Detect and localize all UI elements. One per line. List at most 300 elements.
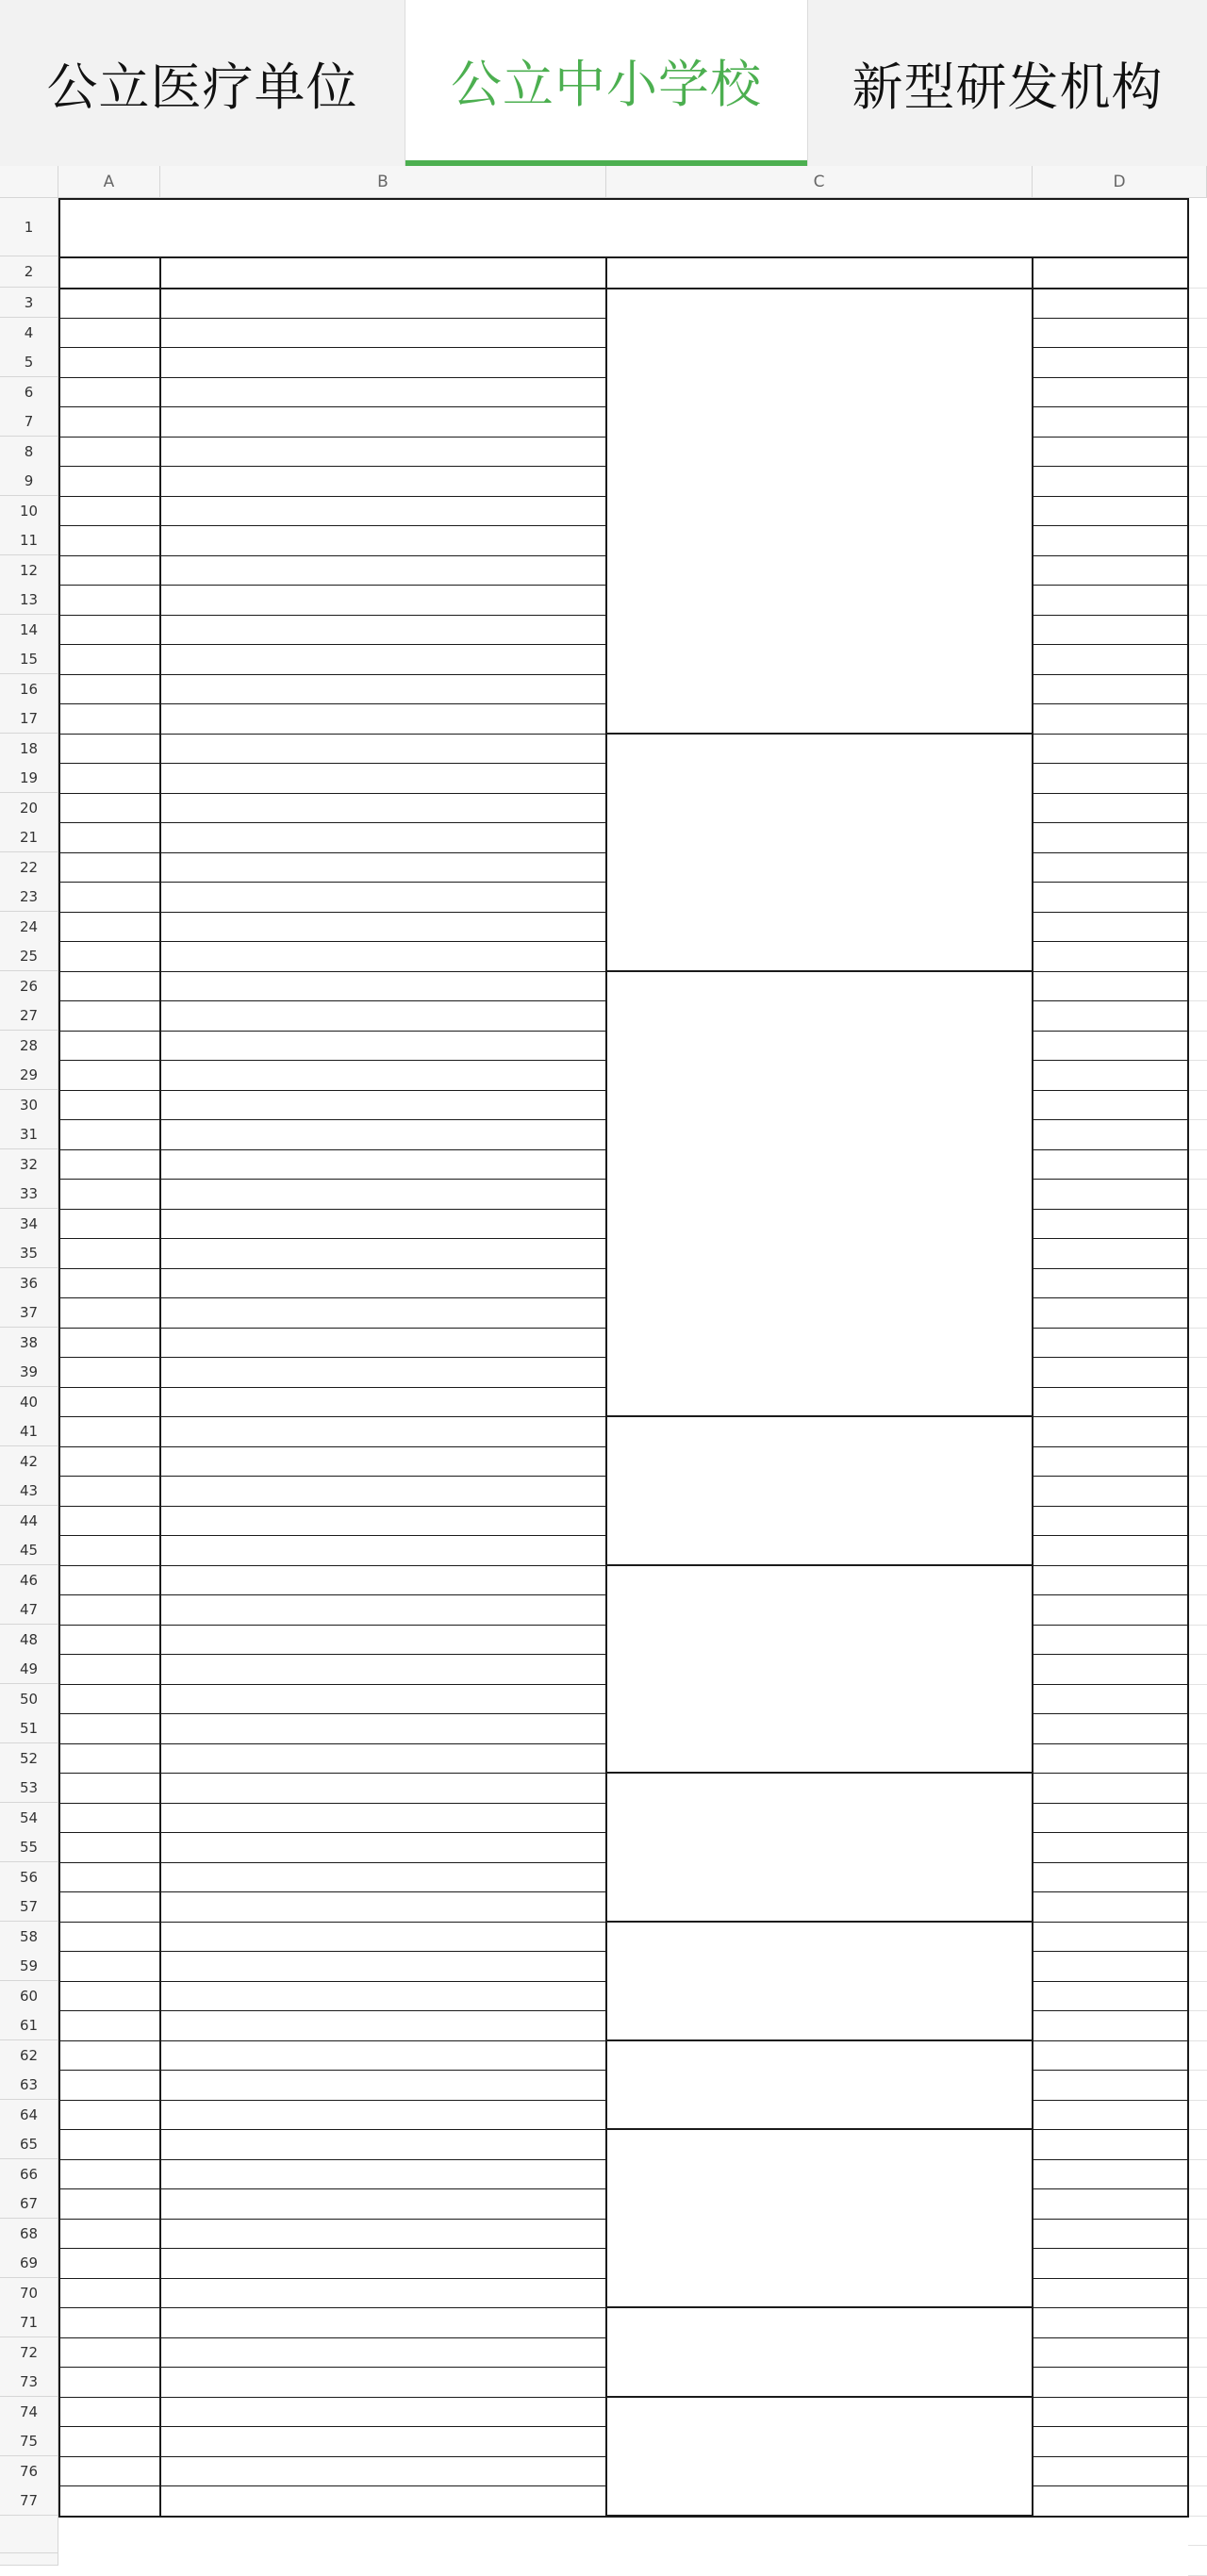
school-name-cell <box>160 437 606 466</box>
serial-number-cell <box>58 1357 160 1387</box>
row-number[interactable]: 60 <box>0 1981 58 2011</box>
serial-number-cell <box>58 2278 160 2307</box>
row-number[interactable]: 12 <box>0 555 58 586</box>
grid-line <box>1188 1684 1207 1685</box>
row-number[interactable]: 44 <box>0 1506 58 1536</box>
grid-line <box>58 2307 606 2308</box>
row-number[interactable]: 31 <box>0 1119 58 1149</box>
sponsor-cell <box>606 971 1033 1416</box>
row-number[interactable]: 28 <box>0 1031 58 1061</box>
grid-line <box>1033 1594 1188 1595</box>
school-name-cell <box>160 288 606 318</box>
grid-line <box>1188 2516 1207 2517</box>
grid-line <box>1033 703 1188 704</box>
serial-number-cell <box>58 1416 160 1446</box>
serial-number-cell <box>58 1387 160 1416</box>
rating-cell <box>1033 347 1188 377</box>
serial-number-cell <box>58 1476 160 1506</box>
grid-line <box>1033 2426 1188 2427</box>
rating-cell <box>1033 2367 1188 2397</box>
row-number[interactable]: 59 <box>0 1951 58 1981</box>
grid-line <box>58 2248 606 2249</box>
grid-line <box>1188 2040 1207 2041</box>
grid-line <box>1188 1387 1207 1388</box>
grid-line <box>1188 2397 1207 2398</box>
row-number[interactable]: 64 <box>0 2100 58 2130</box>
row-number[interactable]: 71 <box>0 2307 58 2337</box>
grid-line <box>1188 1119 1207 1120</box>
grid-line <box>1188 2426 1207 2427</box>
serial-number-cell <box>58 1000 160 1031</box>
row-number[interactable]: 40 <box>0 1387 58 1417</box>
row-number[interactable]: 18 <box>0 734 58 764</box>
grid-line <box>58 1862 606 1863</box>
column-header-c[interactable]: C <box>606 166 1033 198</box>
school-name-cell <box>160 852 606 882</box>
row-number[interactable]: 35 <box>0 1238 58 1268</box>
serial-number-cell <box>58 1594 160 1625</box>
grid-line <box>1033 1297 1188 1298</box>
row-number[interactable]: 29 <box>0 1060 58 1090</box>
rating-cell <box>1033 1031 1188 1060</box>
grid-line <box>1033 1209 1188 1210</box>
grid-line <box>1033 2040 1188 2041</box>
row-number[interactable]: 66 <box>0 2159 58 2189</box>
rating-cell <box>1033 2307 1188 2337</box>
column-heading <box>606 256 1033 288</box>
sponsor-cell <box>606 1922 1033 2040</box>
serial-number-cell <box>58 288 160 318</box>
tab-public-medical[interactable]: 公立医疗单位 <box>0 0 405 166</box>
row-number[interactable]: 23 <box>0 882 58 912</box>
row-number[interactable]: 30 <box>0 1090 58 1120</box>
grid-line <box>1033 1268 1188 1269</box>
grid-line <box>58 2010 606 2011</box>
rating-cell <box>1033 1506 1188 1535</box>
tab-rd-institutions[interactable]: 新型研发机构 <box>807 0 1207 166</box>
column-header-b[interactable]: B <box>160 166 606 198</box>
rating-cell <box>1033 1149 1188 1179</box>
grid-line <box>1188 1000 1207 1001</box>
grid-line <box>1188 2367 1207 2368</box>
grid-line <box>1033 1328 1188 1329</box>
row-number[interactable]: 33 <box>0 1179 58 1209</box>
grid-line <box>58 2040 606 2041</box>
school-name-cell <box>160 2367 606 2397</box>
grid-line <box>1188 1268 1207 1269</box>
serial-number-cell <box>58 1684 160 1713</box>
grid-line <box>58 941 606 942</box>
row-number[interactable]: 13 <box>0 585 58 615</box>
row-number[interactable]: 62 <box>0 2040 58 2071</box>
school-name-cell <box>160 2100 606 2129</box>
grid-line <box>1033 1891 1188 1892</box>
grid-line <box>1188 1922 1207 1923</box>
row-number[interactable]: 5 <box>0 347 58 377</box>
row-number[interactable]: 47 <box>0 1594 58 1625</box>
school-name-cell <box>160 1209 606 1238</box>
rating-cell <box>1033 674 1188 703</box>
row-number[interactable]: 22 <box>0 852 58 883</box>
grid-line <box>1188 1891 1207 1892</box>
row-number[interactable]: 73 <box>0 2367 58 2397</box>
tab-public-schools[interactable]: 公立中小学校 <box>405 0 807 166</box>
grid-line <box>58 1000 606 1001</box>
column-heading <box>160 256 606 288</box>
grid-line <box>1188 1625 1207 1626</box>
serial-number-cell <box>58 2188 160 2219</box>
rating-cell <box>1033 2278 1188 2307</box>
row-number[interactable]: 52 <box>0 1743 58 1774</box>
grid-line <box>58 2188 606 2189</box>
grid-line <box>1188 1238 1207 1239</box>
school-name-cell <box>160 2219 606 2248</box>
serial-number-cell <box>58 1149 160 1179</box>
row-number[interactable]: 68 <box>0 2219 58 2249</box>
sponsor-cell <box>606 2040 1033 2129</box>
row-number[interactable]: 56 <box>0 1862 58 1892</box>
sponsor-cell <box>606 1416 1033 1565</box>
serial-number-cell <box>58 1268 160 1297</box>
rating-cell <box>1033 1179 1188 1209</box>
grid-line <box>1033 1119 1188 1120</box>
grid-line <box>1033 644 1188 645</box>
grid-line <box>58 1565 606 1566</box>
grid-line <box>1033 1981 1188 1982</box>
grid-line <box>1188 377 1207 378</box>
select-all-corner[interactable] <box>0 166 58 198</box>
row-number[interactable]: 43 <box>0 1476 58 1506</box>
row-number[interactable]: 65 <box>0 2129 58 2159</box>
grid-line <box>1033 437 1188 438</box>
sponsor-cell <box>606 2397 1033 2516</box>
grid-line <box>1188 2278 1207 2279</box>
row-number[interactable]: 67 <box>0 2188 58 2219</box>
serial-number-cell <box>58 1891 160 1922</box>
serial-number-cell <box>58 1535 160 1565</box>
row-number[interactable]: 24 <box>0 912 58 942</box>
grid-line <box>1033 1031 1188 1032</box>
row-number[interactable]: 38 <box>0 1328 58 1358</box>
row-number[interactable]: 17 <box>0 703 58 734</box>
row-number[interactable]: 46 <box>0 1565 58 1595</box>
serial-number-cell <box>58 615 160 644</box>
grid-line <box>1188 318 1207 319</box>
grid-line <box>58 466 606 467</box>
row-number[interactable]: 3 <box>0 288 58 318</box>
school-name-cell <box>160 1891 606 1922</box>
row-number[interactable]: 15 <box>0 644 58 674</box>
grid-line <box>58 1832 606 1833</box>
row-number[interactable]: 11 <box>0 525 58 555</box>
grid-line <box>1033 1179 1188 1180</box>
serial-number-cell <box>58 1446 160 1476</box>
rating-cell <box>1033 2040 1188 2070</box>
row-number[interactable]: 48 <box>0 1625 58 1655</box>
serial-number-cell <box>58 2337 160 2367</box>
sponsor-cell <box>606 2129 1033 2307</box>
row-number[interactable]: 49 <box>0 1654 58 1684</box>
grid-line <box>58 971 606 972</box>
sheet-title <box>58 198 1188 256</box>
row-number[interactable]: 25 <box>0 941 58 971</box>
grid-line <box>1033 852 1188 853</box>
row-number[interactable]: 72 <box>0 2337 58 2368</box>
row-number[interactable]: 21 <box>0 822 58 852</box>
row-number[interactable]: 26 <box>0 971 58 1001</box>
school-name-cell <box>160 555 606 585</box>
grid-line <box>1188 2070 1207 2071</box>
rating-cell <box>1033 1268 1188 1297</box>
grid-line <box>1033 1832 1188 1833</box>
grid-line <box>58 256 1188 258</box>
serial-number-cell <box>58 1565 160 1594</box>
school-name-cell <box>160 615 606 644</box>
row-number[interactable]: 19 <box>0 763 58 793</box>
grid-line <box>58 1060 606 1061</box>
rating-cell <box>1033 1922 1188 1951</box>
row-number[interactable]: 9 <box>0 466 58 496</box>
serial-number-cell <box>58 2397 160 2426</box>
row-number[interactable]: 54 <box>0 1803 58 1833</box>
rating-cell <box>1033 1654 1188 1684</box>
grid-line <box>1033 2337 1188 2338</box>
row-number[interactable]: 61 <box>0 2010 58 2040</box>
row-number[interactable]: 55 <box>0 1832 58 1862</box>
rating-cell <box>1033 1891 1188 1922</box>
serial-number-cell <box>58 1238 160 1268</box>
row-number[interactable]: 27 <box>0 1000 58 1031</box>
rating-cell <box>1033 1981 1188 2010</box>
row-number[interactable]: 58 <box>0 1922 58 1952</box>
sponsor-cell <box>606 734 1033 971</box>
row-number[interactable]: 75 <box>0 2426 58 2456</box>
grid-line <box>1188 615 1207 616</box>
grid-line <box>58 2100 606 2101</box>
rating-cell <box>1033 1060 1188 1090</box>
serial-number-cell <box>58 734 160 763</box>
serial-number-cell <box>58 703 160 734</box>
grid-line <box>58 1951 606 1952</box>
grid-line <box>1033 1357 1188 1358</box>
row-number[interactable]: 63 <box>0 2070 58 2100</box>
grid-line <box>58 615 606 616</box>
rating-cell <box>1033 466 1188 496</box>
grid-line <box>1033 318 1188 319</box>
school-name-cell <box>160 1773 606 1803</box>
grid-line <box>58 555 606 556</box>
row-number[interactable]: 57 <box>0 1891 58 1922</box>
grid-line <box>1188 793 1207 794</box>
grid-line <box>1033 1506 1188 1507</box>
grid-line <box>58 1476 606 1477</box>
grid-line <box>1188 555 1207 556</box>
serial-number-cell <box>58 2456 160 2485</box>
row-number[interactable]: 51 <box>0 1713 58 1743</box>
grid-line <box>1188 288 1207 289</box>
row-number[interactable]: 37 <box>0 1297 58 1328</box>
rating-cell <box>1033 496 1188 525</box>
serial-number-cell <box>58 912 160 941</box>
grid-line <box>1188 644 1207 645</box>
grid-line <box>58 1328 606 1329</box>
serial-number-cell <box>58 2307 160 2337</box>
serial-number-cell <box>58 2159 160 2188</box>
school-name-cell <box>160 1060 606 1090</box>
school-name-cell <box>160 1416 606 1446</box>
grid-line <box>1188 1951 1207 1952</box>
row-number[interactable]: 20 <box>0 793 58 823</box>
school-name-cell <box>160 734 606 763</box>
serial-number-cell <box>58 1031 160 1060</box>
grid-line <box>1033 406 1188 407</box>
serial-number-cell <box>58 1328 160 1357</box>
grid-line <box>1188 703 1207 704</box>
grid-line <box>1033 2278 1188 2279</box>
row-number[interactable]: 69 <box>0 2248 58 2278</box>
row-number[interactable]: 39 <box>0 1357 58 1387</box>
grid-line <box>1188 1535 1207 1536</box>
row-number[interactable]: 7 <box>0 406 58 437</box>
rating-cell <box>1033 2248 1188 2278</box>
grid-line <box>58 882 606 883</box>
grid-line <box>1033 2070 1188 2071</box>
row-number[interactable]: 32 <box>0 1149 58 1180</box>
row-number[interactable]: 16 <box>0 674 58 704</box>
grid-line <box>1188 466 1207 467</box>
school-name-cell <box>160 585 606 615</box>
school-name-cell <box>160 1951 606 1981</box>
school-name-cell <box>160 1476 606 1506</box>
serial-number-cell <box>58 377 160 406</box>
grid-line <box>1033 1090 1188 1091</box>
row-number[interactable]: 50 <box>0 1684 58 1714</box>
rating-cell <box>1033 763 1188 793</box>
grid-line <box>1033 2367 1188 2368</box>
school-name-cell <box>160 1506 606 1535</box>
row-number[interactable]: 6 <box>0 377 58 407</box>
grid-line <box>1188 2248 1207 2249</box>
grid-line <box>1033 1387 1188 1388</box>
grid-line <box>58 644 606 645</box>
rating-cell <box>1033 734 1188 763</box>
grid-line <box>1033 525 1188 526</box>
grid-line <box>1033 1684 1188 1685</box>
grid-line <box>58 912 606 913</box>
column-header-a[interactable]: A <box>58 166 160 198</box>
school-name-cell <box>160 822 606 852</box>
grid-line <box>1188 2456 1207 2457</box>
rating-cell <box>1033 615 1188 644</box>
serial-number-cell <box>58 1922 160 1951</box>
grid-line <box>1033 585 1188 586</box>
school-name-cell <box>160 1090 606 1119</box>
grid-line <box>1188 734 1207 735</box>
row-number[interactable]: 41 <box>0 1416 58 1446</box>
grid-line <box>1188 822 1207 823</box>
serial-number-cell <box>58 674 160 703</box>
school-name-cell <box>160 971 606 1000</box>
serial-number-cell <box>58 1981 160 2010</box>
grid-line <box>1188 941 1207 942</box>
school-name-cell <box>160 1803 606 1832</box>
grid-line <box>58 1625 606 1626</box>
serial-number-cell <box>58 1862 160 1891</box>
row-number[interactable]: 36 <box>0 1268 58 1298</box>
rating-cell <box>1033 852 1188 882</box>
grid-line <box>1033 2307 1188 2308</box>
serial-number-cell <box>58 793 160 822</box>
row-number[interactable] <box>0 2516 58 2553</box>
row-number[interactable]: 76 <box>0 2456 58 2486</box>
grid-line <box>58 1654 606 1655</box>
rating-cell <box>1033 1000 1188 1031</box>
grid-line <box>1188 971 1207 972</box>
row-number[interactable]: 10 <box>0 496 58 526</box>
school-name-cell <box>160 1832 606 1862</box>
row-number[interactable]: 34 <box>0 1209 58 1239</box>
grid-line <box>1188 2219 1207 2220</box>
rating-cell <box>1033 644 1188 674</box>
grid-line <box>58 1446 606 1447</box>
rating-cell <box>1033 2070 1188 2100</box>
school-name-cell <box>160 763 606 793</box>
row-number[interactable]: 53 <box>0 1773 58 1803</box>
row-number[interactable]: 74 <box>0 2397 58 2427</box>
rating-cell <box>1033 882 1188 912</box>
grid-line <box>58 1506 606 1507</box>
serial-number-cell <box>58 2485 160 2516</box>
row-number[interactable]: 77 <box>0 2485 58 2516</box>
serial-number-cell <box>58 2010 160 2040</box>
school-name-cell <box>160 793 606 822</box>
row-number[interactable]: 2 <box>0 256 58 288</box>
serial-number-cell <box>58 644 160 674</box>
row-number[interactable]: 8 <box>0 437 58 467</box>
grid-line <box>58 2397 606 2398</box>
rating-cell <box>1033 1119 1188 1149</box>
rating-cell <box>1033 1328 1188 1357</box>
school-name-cell <box>160 2426 606 2456</box>
grid-line <box>1188 1773 1207 1774</box>
row-number[interactable]: 14 <box>0 615 58 645</box>
grid-line <box>58 1684 606 1685</box>
grid-line <box>1033 2219 1188 2220</box>
grid-line <box>1188 1594 1207 1595</box>
row-number[interactable]: 4 <box>0 318 58 348</box>
rating-cell <box>1033 377 1188 406</box>
school-name-cell <box>160 2456 606 2485</box>
serial-number-cell <box>58 1119 160 1149</box>
row-number[interactable]: 1 <box>0 198 58 256</box>
grid-line <box>1188 1743 1207 1744</box>
grid-line <box>1033 2456 1188 2457</box>
row-number[interactable]: 70 <box>0 2278 58 2308</box>
school-name-cell <box>160 2278 606 2307</box>
school-name-cell <box>160 2070 606 2100</box>
rating-cell <box>1033 1535 1188 1565</box>
rating-cell <box>1033 1387 1188 1416</box>
grid-line <box>58 496 606 497</box>
grid-line <box>58 377 606 378</box>
grid-line <box>58 2456 606 2457</box>
grid-line <box>1033 1446 1188 1447</box>
column-header-d[interactable]: D <box>1033 166 1207 198</box>
row-number[interactable]: 42 <box>0 1446 58 1477</box>
row-number[interactable]: 45 <box>0 1535 58 1565</box>
school-name-cell <box>160 347 606 377</box>
serial-number-cell <box>58 1832 160 1862</box>
